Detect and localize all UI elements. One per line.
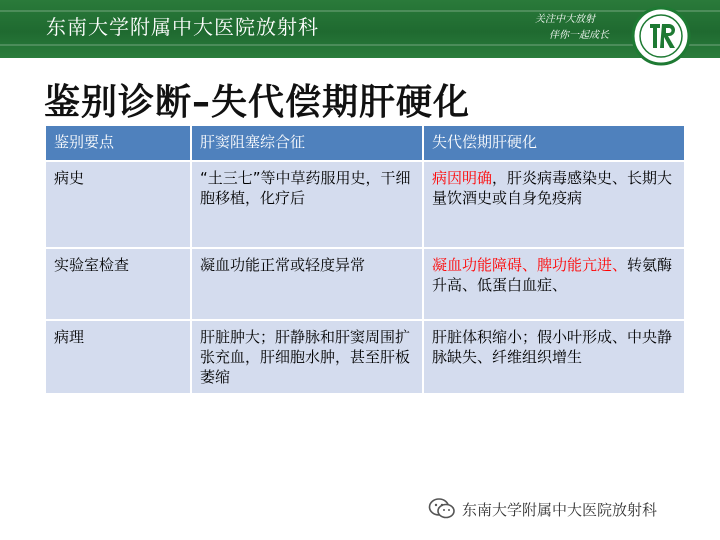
table-header-row [45, 125, 685, 161]
slogan-line-2: 伴你一起成长 [549, 30, 609, 41]
cell-cirrhosis [423, 320, 685, 394]
header-stripe [0, 44, 720, 46]
cell-text: 转氨酶升高、低蛋白血症、 [432, 256, 673, 294]
header-band [0, 0, 720, 58]
col-header-point: 鉴别要点 [45, 125, 191, 161]
slogan-line-1: 关注中大放射 [535, 14, 595, 25]
col-header-sos: 肝窦阻塞综合征 [191, 125, 423, 161]
cell-point: 病史 [45, 161, 191, 248]
header-title: 东南大学附属中大医院放射科 [46, 15, 319, 39]
cell-highlight: 病因明确 [432, 169, 493, 187]
cell-point: 实验室检查 [45, 248, 191, 320]
cell-text: ，肝炎病毒感染史、长期大量饮酒史或自身免疫病 [432, 169, 673, 207]
cell-cirrhosis [423, 248, 685, 320]
cell-sos: 凝血功能正常或轻度异常 [191, 248, 423, 320]
cell-text: 肝脏体积缩小；假小叶形成、中央静脉缺失、纤维组织增生 [432, 328, 673, 366]
table-row [45, 248, 685, 320]
footer-text: 东南大学附属中大医院放射科 [462, 500, 658, 519]
hospital-logo-icon [631, 6, 691, 66]
wechat-icon [428, 497, 456, 521]
cell-sos: 肝脏肿大；肝静脉和肝窦周围扩张充血，肝细胞水肿，甚至肝板萎缩 [191, 320, 423, 394]
table-row [45, 320, 685, 394]
header-slogan [535, 12, 609, 44]
cell-cirrhosis [423, 161, 685, 248]
cell-point: 病理 [45, 320, 191, 394]
cell-sos: “土三七”等中草药服用史，干细胞移植，化疗后 [191, 161, 423, 248]
slide-title: 鉴别诊断–失代偿期肝硬化 [44, 82, 471, 123]
col-header-cirrhosis: 失代偿期肝硬化 [423, 125, 685, 161]
footer-watermark [428, 497, 657, 521]
differential-table [44, 124, 686, 395]
table-row [45, 161, 685, 248]
cell-highlight: 凝血功能障碍、脾功能亢进、 [432, 256, 628, 274]
